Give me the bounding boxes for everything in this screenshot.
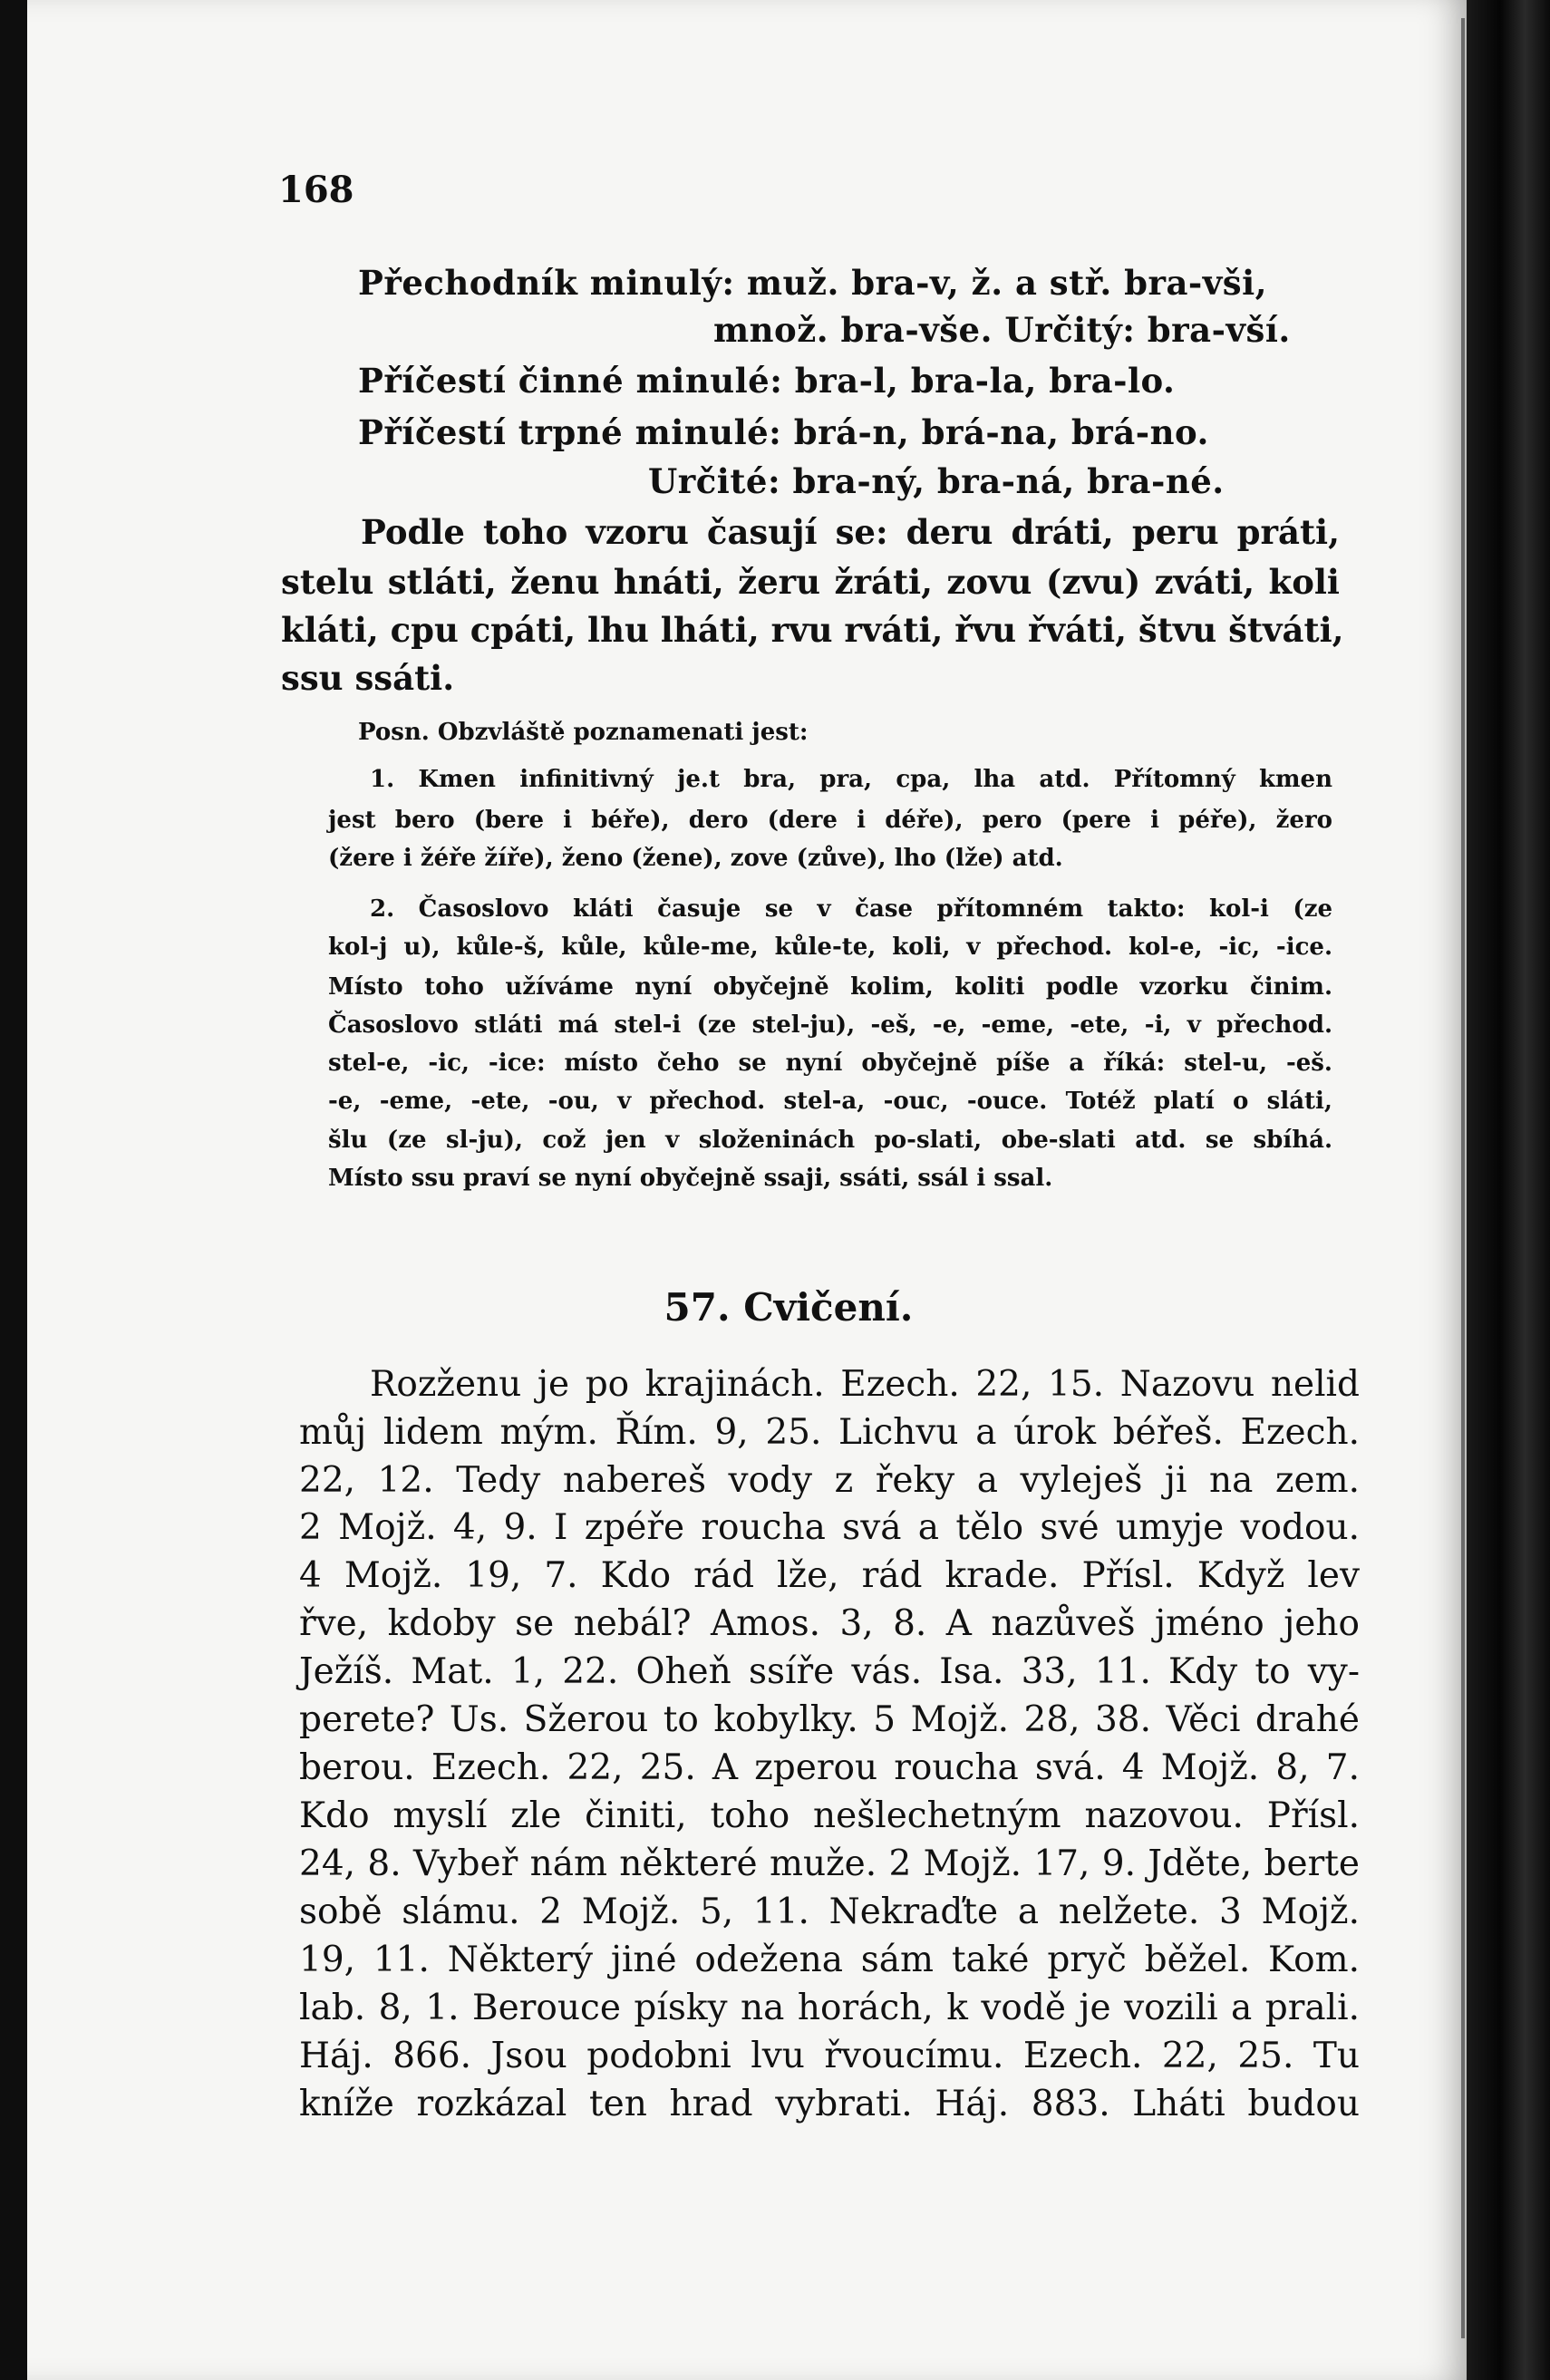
prechodnik-line: Příčestí činné minulé: bra-l, bra-la, bra-lo.	[358, 361, 1176, 401]
exercise-line: 24, 8. Vybeř nám některé muže. 2 Mojž. 17, 9. Jděte, berte	[299, 1843, 1360, 1884]
note-line: (žere i žéře žíře), ženo (žene), zove (zůve), lho (lže) atd.	[328, 845, 1063, 872]
exercise-line: 2 Mojž. 4, 9. I zpéře roucha svá a tělo své umyje vodou.	[299, 1507, 1360, 1548]
exercise-line: 4 Mojž. 19, 7. Kdo rád lže, rád krade. Přísl. Když lev	[299, 1555, 1360, 1596]
page-number: 168	[278, 169, 354, 211]
exercise-line: sobě slámu. 2 Mojž. 5, 11. Nekraďte a nelžete. 3 Mojž.	[299, 1891, 1360, 1932]
paragraph-line: stelu stláti, ženu hnáti, žeru žráti, zovu (zvu) zváti, koli	[281, 562, 1340, 602]
note-line: Místo ssu praví se nyní obyčejně ssaji, ssáti, ssál i ssal.	[328, 1165, 1053, 1192]
exercise-line: Kdo myslí zle činiti, toho nešlechetným nazovou. Přísl.	[299, 1795, 1360, 1836]
page-edge-shadow	[1461, 18, 1465, 2338]
exercise-line: Rozženu je po krajinách. Ezech. 22, 15. Nazovu nelid	[370, 1364, 1360, 1405]
paragraph-line: kláti, cpu cpáti, lhu lháti, rvu rváti, řvu řváti, štvu štváti,	[281, 610, 1344, 650]
note-line: 2. Časoslovo kláti časuje se v čase přítomném takto: kol-i (ze	[370, 895, 1332, 923]
note-line: Časoslovo stláti má stel-i (ze stel-ju), -eš, -e, -eme, -ete, -i, v přechod.	[328, 1011, 1332, 1039]
note-line: 1. Kmen infinitivný je.t bra, pra, cpa, lha atd. Přítomný kmen	[370, 766, 1332, 793]
exercise-line: perete? Us. Sžerou to kobylky. 5 Mojž. 28, 38. Věci drahé	[299, 1699, 1360, 1740]
prechodnik-line: Příčestí trpné minulé: brá-n, brá-na, brá-no.	[358, 412, 1209, 452]
prechodnik-line: Určité: bra-ný, bra-ná, bra-né.	[648, 461, 1225, 501]
exercise-line: kníže rozkázal ten hrad vybrati. Háj. 883. Lháti budou	[299, 2084, 1360, 2124]
paragraph-line: Podle toho vzoru časují se: deru dráti, peru práti,	[361, 512, 1340, 552]
note-line: jest bero (bere i béře), dero (dere i déře), pero (pere i péře), žero	[328, 807, 1332, 834]
exercise-line: můj lidem mým. Řím. 9, 25. Lichvu a úrok béřeš. Ezech.	[299, 1412, 1360, 1453]
note-line: kol-j u), kůle-š, kůle, kůle-me, kůle-te, koli, v přechod. kol-e, -ic, -ice.	[328, 934, 1332, 961]
exercise-line: 19, 11. Některý jiné odežena sám také pryč běžel. Kom.	[299, 1940, 1360, 1980]
exercise-line: Háj. 866. Jsou podobni lvu řvoucímu. Ezech. 22, 25. Tu	[299, 2036, 1360, 2076]
section-heading: 57. Cvičení.	[664, 1285, 914, 1330]
note-line: Místo toho užíváme nyní obyčejně kolim, koliti podle vzorku činim.	[328, 973, 1332, 1001]
note-line: stel-e, -ic, -ice: místo čeho se nyní obyčejně píše a říká: stel-u, -eš.	[328, 1050, 1332, 1077]
note-line: šlu (ze sl-ju), což jen v složeninách po-slati, obe-slati atd. se sbíhá.	[328, 1127, 1332, 1154]
note-title: Posn. Obzvláště poznamenati jest:	[358, 719, 809, 746]
exercise-line: Ježíš. Mat. 1, 22. Oheň ssíře vás. Isa. 33, 11. Kdy to vy-	[299, 1651, 1360, 1692]
exercise-line: berou. Ezech. 22, 25. A zperou roucha svá. 4 Mojž. 8, 7.	[299, 1747, 1360, 1788]
prechodnik-line: množ. bra-vše. Určitý: bra-vší.	[713, 310, 1291, 350]
exercise-line: řve, kdoby se nebál? Amos. 3, 8. A nazůveš jméno jeho	[299, 1603, 1360, 1644]
exercise-line: lab. 8, 1. Berouce písky na horách, k vodě je vozili a prali.	[299, 1988, 1360, 2028]
scan-border	[1467, 0, 1550, 2380]
paragraph-line: ssu ssáti.	[281, 658, 455, 698]
note-line: -e, -eme, -ete, -ou, v přechod. stel-a, -ouc, -ouce. Totéž platí o sláti,	[328, 1088, 1332, 1115]
exercise-line: 22, 12. Tedy nabereš vody z řeky a vyleješ ji na zem.	[299, 1460, 1360, 1501]
prechodnik-line: Přechodník minulý: muž. bra-v, ž. a stř. bra-vši,	[358, 263, 1268, 303]
